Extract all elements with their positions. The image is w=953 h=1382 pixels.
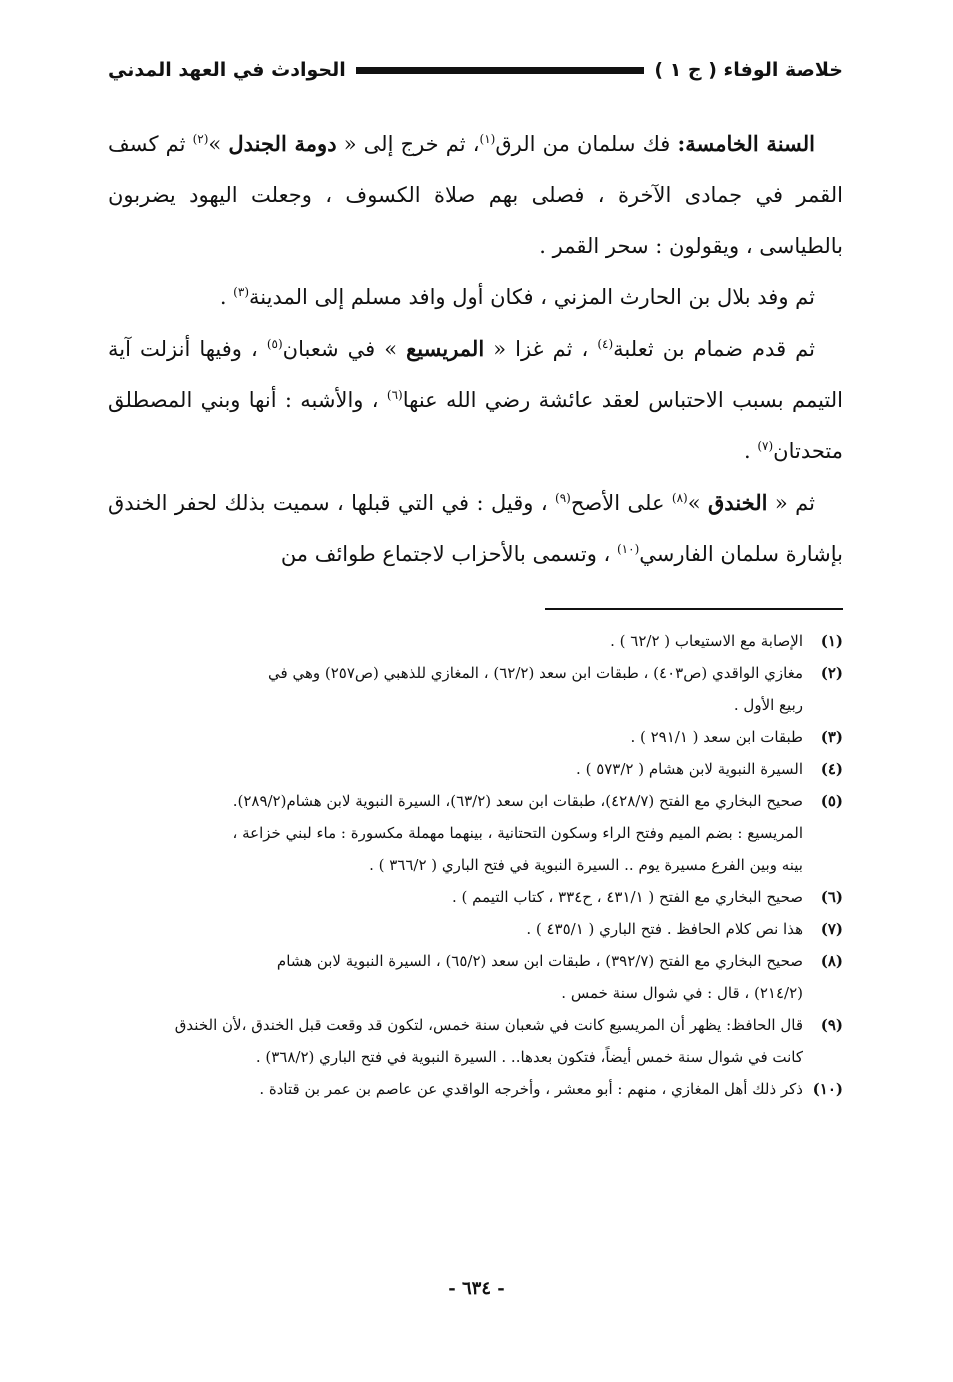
footnote-line: السيرة النبوية لابن هشام ( ٥٧٣/٢ ) . (576, 760, 803, 778)
footnote-line: مغازي الواقدي (ص٤٠٣) ، طبقات ابن سعد (٦٢/٢) ، المغازي للذهبي (ص٢٥٧) وهي في (268, 664, 803, 682)
running-header (108, 50, 843, 90)
footnote-item (100, 913, 843, 945)
footnote-text (100, 721, 803, 753)
footnote-ref: (٩) (555, 491, 571, 505)
footnote-text (100, 785, 803, 881)
bold-term: دومة الجندل (228, 131, 337, 156)
footnote-text (100, 1073, 803, 1105)
footnote-item (100, 881, 843, 913)
footnote-item (100, 753, 843, 785)
footnote-number: (٣) (820, 728, 843, 746)
footnote-number: (٢) (820, 664, 843, 682)
footnote-item (100, 945, 843, 1009)
footnote-item (100, 625, 843, 657)
footnote-number: (٩) (820, 1016, 843, 1034)
footnote-ref: (٣) (233, 285, 249, 299)
footnote-item (100, 657, 843, 721)
footnote-item (100, 785, 843, 881)
bold-term: المريسيع (406, 336, 485, 361)
footnote-ref: (٨) (671, 491, 688, 505)
main-text (108, 118, 843, 580)
footnote-text (100, 657, 803, 721)
footnote-text (100, 881, 803, 913)
footnote-ref: (١٠) (616, 542, 640, 556)
footnotes (100, 625, 843, 1105)
footnote-number: (٤) (820, 760, 843, 778)
page-number: - ٦٣٤ - (448, 1278, 505, 1299)
footnote-line: صحيح البخاري مع الفتح ( ٤٣١/١ ، ح٣٣٤ ، كتاب التيمم ) . (452, 888, 803, 906)
bold-term: الخندق (708, 490, 768, 515)
footnote-separator (545, 608, 843, 610)
footnote-line: هذا نص كلام الحافظ . فتح الباري ( ٤٣٥/١ ) . (526, 920, 803, 938)
header-book-title: خلاصة الوفاء ( ج ١ ) (654, 59, 843, 81)
footnote-line: (٢١٤/٢) ، قال : في شوال سنة خمس . (561, 984, 803, 1002)
footnote-line: طبقات ابن سعد ( ٢٩١/١ ) . (630, 728, 803, 746)
footnote-line: بينه وبين الفرع مسيرة يوم .. السيرة النبوية في فتح الباري ( ٣٦٦/٢ ) . (369, 856, 803, 874)
footnote-line: كانت في شوال سنة خمس أيضاً، فتكون بعدها.. . السيرة النبوية في فتح الباري (٣٦٨/٢) . (255, 1048, 803, 1066)
footnote-line: صحيح البخاري مع الفتح (٤٢٨/٧)، طبقات ابن سعد (٦٣/٢)، السيرة النبوية لابن هشام(٢٨٩/٢). (232, 792, 803, 810)
footnote-text (100, 1009, 803, 1073)
footnote-ref: (٤) (597, 337, 614, 351)
footnote-number: (١) (820, 632, 843, 650)
footnote-line: قال الحافظ: يظهر أن المريسيع كانت في شعبان سنة خمس، لتكون قد وقعت قبل الخندق ،لأن الخندق (174, 1016, 803, 1034)
footnote-line: المريسيع : بضم الميم وفتح الراء وسكون التحتانية ، بينهما مهملة مكسورة : ماء لبني خزاعة ، (232, 824, 803, 842)
paragraph-khandaq: ثم « الخندق »$^{(٨)}$ على الأصح$^{(٩)}$ ، وقيل : في التي قبلها ، سميت بذلك لحفر الخندق بإشارة سلمان الفارسي$^{(١٠)}$ ، وتسمى بالأحزاب لاجتماع طوائف من (108, 490, 843, 566)
footnote-number: (٥) (820, 792, 843, 810)
footnote-line: صحيح البخاري مع الفتح (٣٩٢/٧) ، طبقات ابن سعد (٦٥/٢) ، السيرة النبوية لابن هشام (276, 952, 803, 970)
footnote-ref: (٦) (386, 388, 403, 402)
footnote-item (100, 1009, 843, 1073)
footnote-item (100, 1073, 843, 1105)
footnote-line: ربيع الأول . (733, 696, 803, 714)
footnote-ref: (٥) (266, 337, 283, 351)
footnote-number: (٨) (820, 952, 843, 970)
footnote-text (100, 945, 803, 1009)
footnote-text (100, 753, 803, 785)
paragraph-muraysi: ثم قدم ضمام بن ثعلبة$^{(٤)}$ ، ثم غزا « المريسيع » في شعبان$^{(٥)}$ ، وفيها أنزلت آية التيمم بسبب الاحتباس لعقد عائشة رضي الله عنها$^{(٦)}$ ، والأشبه : أنها وبني المصطلق متحدتان$^{(٧)}$ . (108, 336, 843, 463)
footnote-ref: (١) (479, 132, 496, 146)
paragraph-bilal: ثم وفد بلال بن الحارث المزني ، فكان أول وافد مسلم إلى المدينة$^{(٣)}$ . (219, 285, 815, 309)
footnote-text (100, 913, 803, 945)
footnote-line: الإصابة مع الاستيعاب ( ٦٢/٢ ) . (610, 632, 803, 650)
footnote-number: (١٠) (812, 1080, 843, 1098)
footnote-number: (٦) (820, 888, 843, 906)
paragraph-year-five: السنة الخامسة: فك سلمان من الرق$^{(١)}$، ثم خرج إلى « دومة الجندل »$^{(٢)}$ ثم كسف القمر في جمادى الآخرة ، فصلى بهم صلاة الكسوف ، وجعلت اليهود يضربون بالطياسى ، ويقولون : سحر القمر . (108, 131, 843, 258)
footnote-item (100, 721, 843, 753)
footnote-ref: (٧) (757, 439, 774, 453)
year-heading: السنة الخامسة: (677, 131, 815, 156)
footnote-ref: (٢) (192, 132, 209, 146)
header-chapter-title: الحوادث في العهد المدني (108, 59, 346, 81)
footnote-number: (٧) (820, 920, 843, 938)
footnote-line: ذكر ذلك أهل المغازي ، منهم : أبو معشر ، وأخرجه الواقدي عن عاصم بن عمر بن قتادة . (259, 1080, 803, 1098)
footnote-text (100, 625, 803, 657)
header-divider-bar (356, 67, 645, 74)
